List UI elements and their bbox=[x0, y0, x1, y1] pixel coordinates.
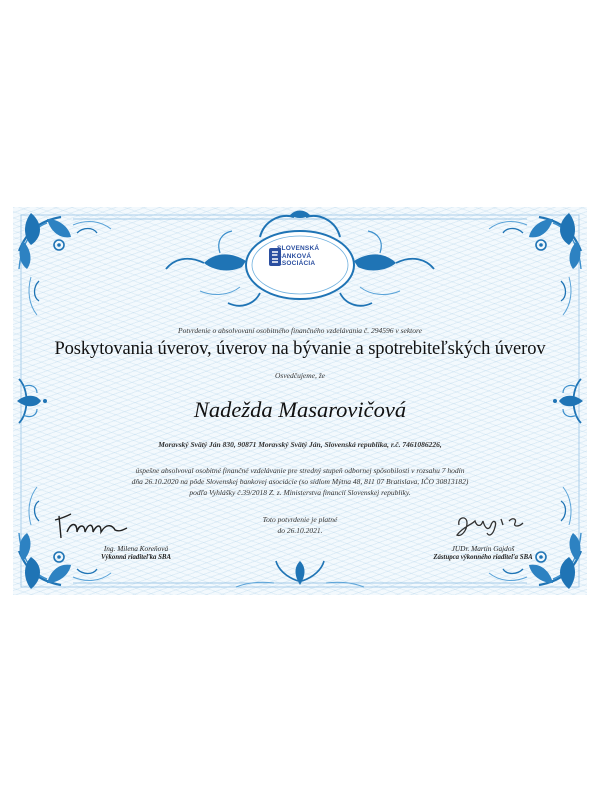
sector-line: Potvrdenie o absolvovaní osobitného finančného vzdelávania č. 294596 v sektore bbox=[178, 326, 422, 335]
body-line: dňa 26.10.2020 na pôde Slovenskej bankovej asociácie (so sídlom Mýtna 48, 811 07 Bratislava, IČO 30813182) bbox=[131, 477, 469, 486]
right-handwritten-signature bbox=[453, 507, 533, 541]
left-signatory-name: Ing. Milena Koreňová bbox=[103, 544, 169, 553]
body-line: úspešne absolvoval osobitné finančné vzdelávanie pre stredný stupeň odbornej spôsobilosti v rozsahu 7 hodín bbox=[135, 466, 465, 475]
holder-name: Nadežda Masarovičová bbox=[193, 397, 407, 422]
right-signatory-role: Zástupca výkonného riaditeľa SBA bbox=[433, 554, 533, 561]
left-signatory bbox=[51, 544, 221, 562]
right-signatory bbox=[398, 544, 568, 562]
holder-address: Moravský Svätý Ján 830, 90871 Moravský Svätý Ján, Slovenská republika, r.č. 7461086226, bbox=[158, 440, 442, 449]
body-line: podľa Vyhlášky č.39/2018 Z. z. Ministerstva financií Slovenskej republiky. bbox=[189, 488, 411, 497]
right-signatory-name: JUDr. Martin Gajdoš bbox=[451, 544, 515, 553]
certificate-body bbox=[13, 465, 587, 498]
left-signatory-role: Výkonná riaditeľka SBA bbox=[100, 554, 171, 561]
sector-title: Poskytovania úverov, úverov na bývanie a spotrebiteľských úverov bbox=[54, 339, 546, 359]
certificate bbox=[13, 207, 587, 595]
left-handwritten-signature bbox=[53, 510, 133, 544]
sba-logo-text: SLOVENSKÁ BANKOVÁ ASOCIÁCIA bbox=[277, 245, 320, 267]
attest-line: Osvedčujeme, že bbox=[275, 371, 325, 380]
validity-note: Toto potvrdenie je platné do 26.10.2021. bbox=[262, 515, 338, 535]
